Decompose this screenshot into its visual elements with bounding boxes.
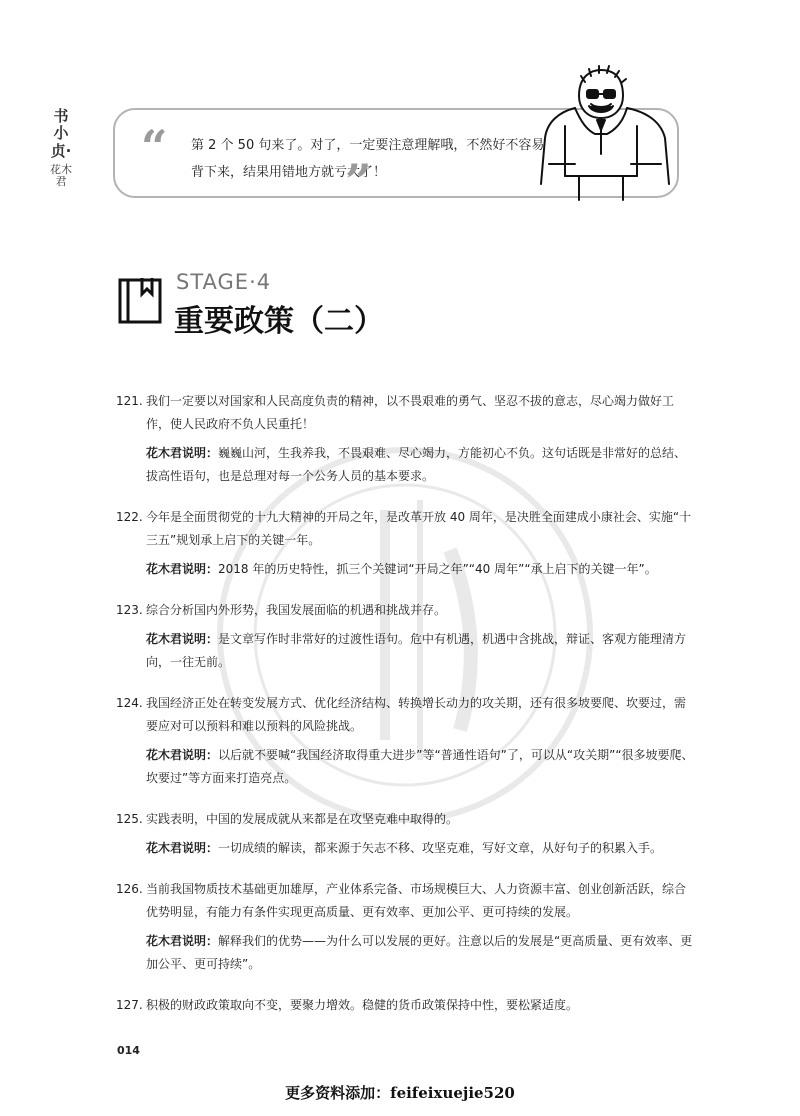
note-label: 花木君说明： [146, 562, 219, 576]
item-number: 124. [116, 696, 143, 710]
side-brand-sub: 花木君 [50, 162, 72, 189]
item-text: 实践表明，中国的发展成就从来都是在攻坚克难中取得的。 [146, 812, 459, 826]
side-brand [50, 108, 72, 189]
close-quote-icon: ” [345, 154, 372, 208]
note-label: 花木君说明： [146, 446, 219, 460]
note-text: 是文章写作时非常好的过渡性语句。危中有机遇，机遇中含挑战，辩证、客观方能理清方向，一往无前。 [146, 632, 687, 669]
note-label: 花木君说明： [146, 632, 219, 646]
item-text: 当前我国物质技术基础更加雄厚，产业体系完备、市场规模巨大、人力资源丰富、创业创新活跃，综合优势明显，有能力有条件实现更高质量、更有效率、更加公平、更可持续的发展。 [146, 882, 687, 919]
quote-text: 第 2 个 50 句来了。对了，一定要注意理解哦，不然好不容易背下来，结果用错地方就亏大了！ [191, 138, 545, 180]
note-text: 一切成绩的解读，都来源于矢志不移、攻坚克难，写好文章，从好句子的积累入手。 [218, 841, 663, 855]
item-text: 我国经济正处在转变发展方式、优化经济结构、转换增长动力的攻关期，还有很多坡要爬、坎要过，需要应对可以预料和难以预料的风险挑战。 [146, 696, 687, 733]
list-item [116, 692, 696, 790]
list-item [116, 390, 696, 488]
item-number: 122. [116, 510, 143, 524]
policy-list [116, 390, 696, 1035]
note-label: 花木君说明： [146, 934, 219, 948]
item-text: 积极的财政政策取向不变，要聚力增效。稳健的货币政策保持中性，要松紧适度。 [146, 998, 579, 1012]
item-number: 123. [116, 603, 143, 617]
cartoon-man-icon [535, 64, 675, 204]
item-note [146, 930, 696, 976]
note-text: 巍巍山河，生我养我，不畏艰难、尽心竭力，方能初心不负。这句话既是非常好的总结、拔高性语句，也是总理对每一个公务人员的基本要求。 [146, 446, 687, 483]
stage-title: 重要政策（二） [174, 304, 384, 339]
item-note [146, 558, 696, 581]
list-item [116, 506, 696, 581]
side-brand-main: 书小贞· [50, 107, 72, 160]
open-quote-icon: “ [141, 120, 168, 174]
list-item [116, 878, 696, 976]
list-item [116, 808, 696, 860]
book-bookmark-icon [118, 274, 164, 324]
item-note [146, 837, 696, 860]
item-text: 综合分析国内外形势，我国发展面临的机遇和挑战并存。 [146, 603, 447, 617]
item-text: 我们一定要以对国家和人民高度负责的精神，以不畏艰难的勇气、坚忍不拔的意志，尽心竭力做好工作，使人民政府不负人民重托！ [146, 394, 675, 431]
item-note [146, 442, 696, 488]
note-text: 解释我们的优势——为什么可以发展的更好。注意以后的发展是“更高质量、更有效率、更加公平、更可持续”。 [146, 934, 693, 971]
page-number: 014 [117, 1044, 140, 1057]
item-number: 127. [116, 998, 143, 1012]
item-note [146, 744, 696, 790]
item-number: 126. [116, 882, 143, 896]
footer-contact: 更多资料添加：feifeixuejie520 [285, 1084, 515, 1102]
list-item [116, 994, 696, 1017]
item-note [146, 628, 696, 674]
item-number: 121. [116, 394, 143, 408]
note-text: 2018 年的历史特性，抓三个关键词“开局之年”“40 周年”“承上启下的关键一年”。 [218, 562, 657, 576]
item-text: 今年是全面贯彻党的十九大精神的开局之年，是改革开放 40 周年，是决胜全面建成小康社会、实施“十三五”规划承上启下的关键一年。 [146, 510, 692, 547]
list-item [116, 599, 696, 674]
note-text: 以后就不要喊“我国经济取得重大进步”等“普通性语句”了，可以从“攻关期”“很多坡要爬、坎要过”等方面来打造亮点。 [146, 748, 694, 785]
note-label: 花木君说明： [146, 748, 219, 762]
item-number: 125. [116, 812, 143, 826]
stage-label: STAGE·4 [176, 270, 272, 294]
note-label: 花木君说明： [146, 841, 219, 855]
